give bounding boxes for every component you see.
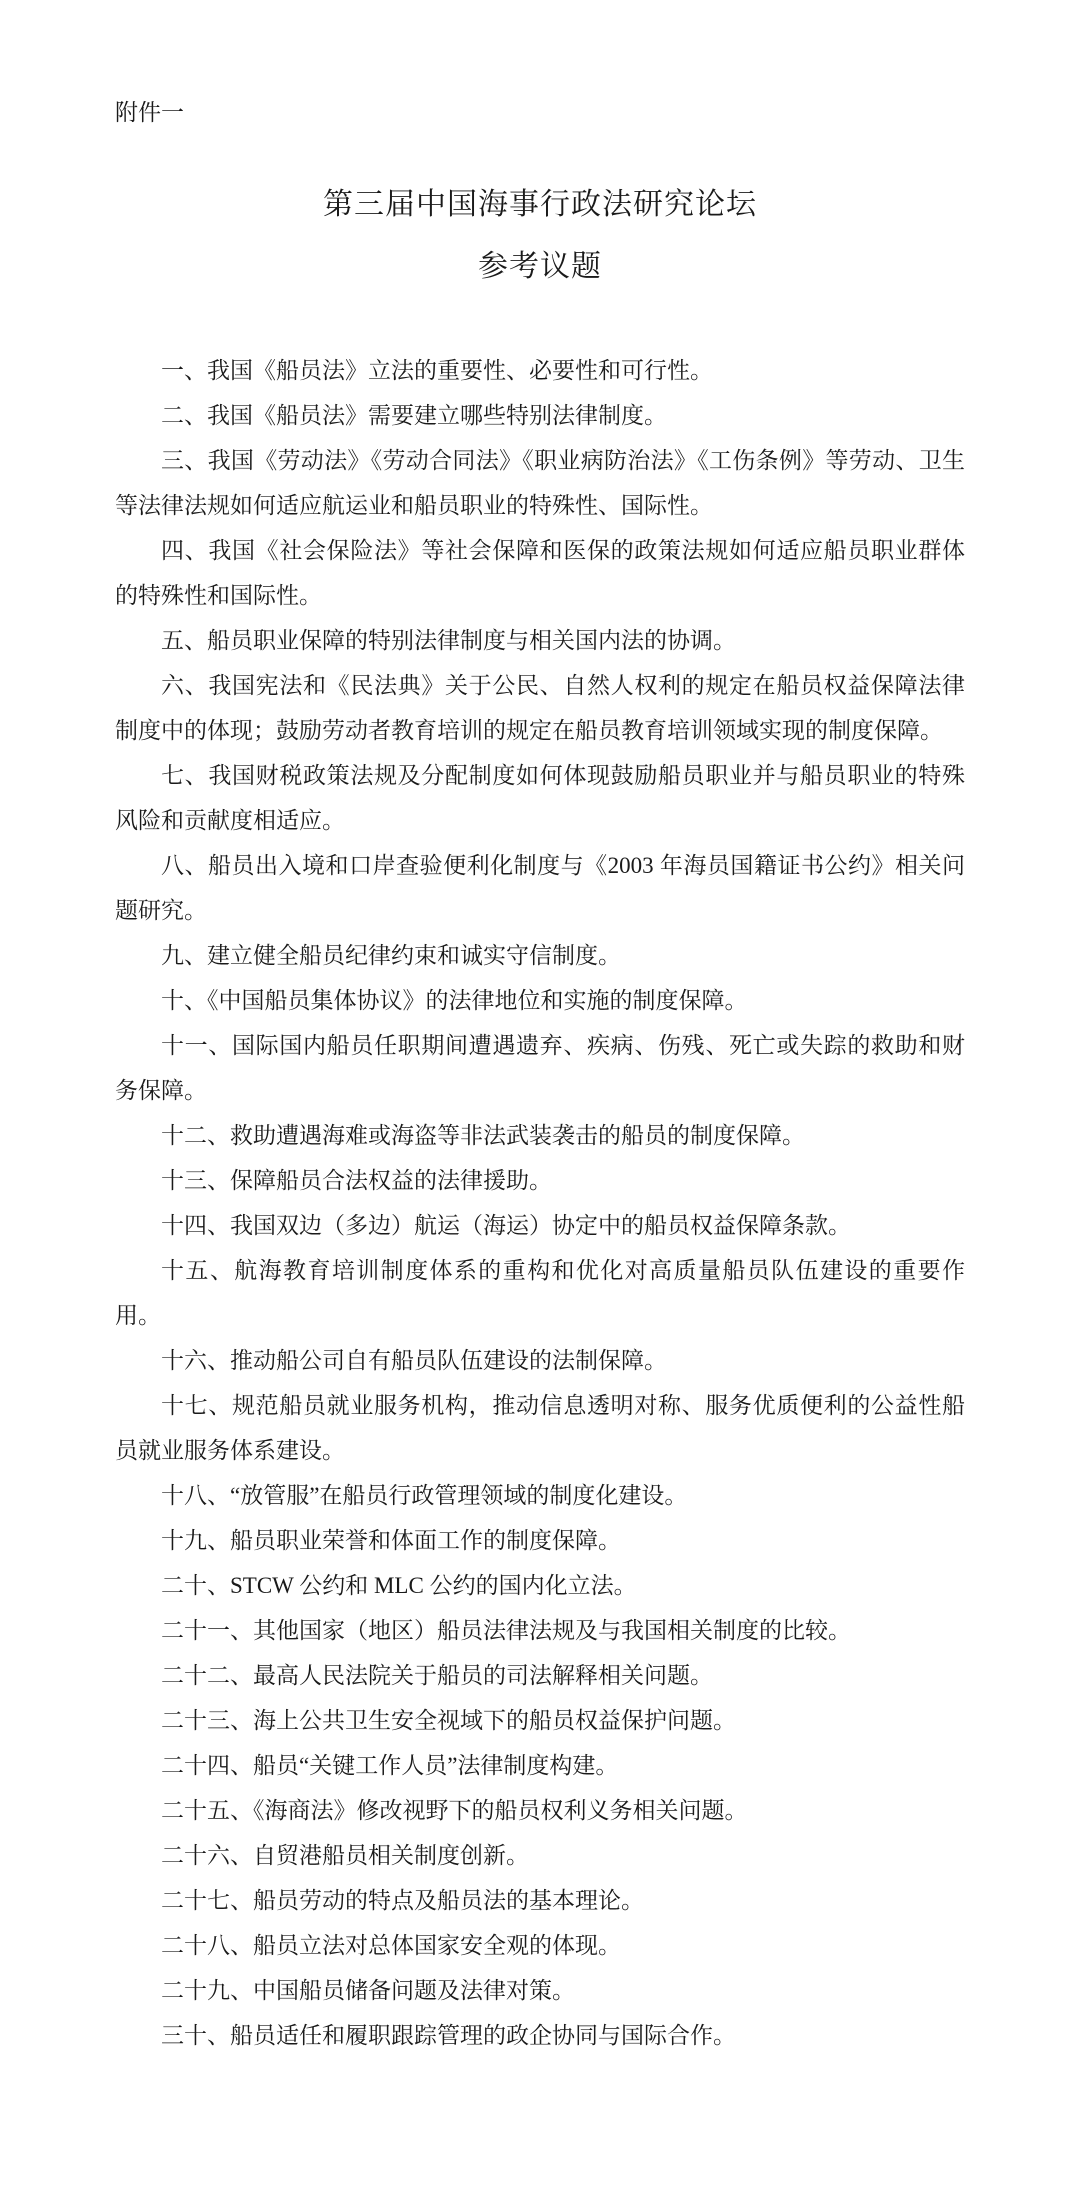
- topic-item: 六、我国宪法和《民法典》关于公民、自然人权利的规定在船员权益保障法律制度中的体现；鼓励劳动者教育培训的规定在船员教育培训领域实现的制度保障。: [115, 673, 965, 743]
- topic-item: 二十、STCW 公约和 MLC 公约的国内化立法。: [161, 1573, 637, 1598]
- topic-item: 五、船员职业保障的特别法律制度与相关国内法的协调。: [161, 628, 736, 653]
- topic-item: 十三、保障船员合法权益的法律援助。: [161, 1168, 552, 1193]
- topic-item: 二十七、船员劳动的特点及船员法的基本理论。: [161, 1888, 644, 1913]
- topic-item: 二十二、最高人民法院关于船员的司法解释相关问题。: [161, 1663, 713, 1688]
- topic-item: 九、建立健全船员纪律约束和诚实守信制度。: [161, 943, 621, 968]
- topic-item: 十一、国际国内船员任职期间遭遇遗弃、疾病、伤残、死亡或失踪的救助和财务保障。: [115, 1033, 965, 1103]
- topic-item: 二十一、其他国家（地区）船员法律法规及与我国相关制度的比较。: [161, 1618, 851, 1643]
- attachment-label: 附件一: [115, 100, 184, 125]
- topic-item: 七、我国财税政策法规及分配制度如何体现鼓励船员职业并与船员职业的特殊风险和贡献度相适应。: [115, 763, 965, 833]
- topic-item: 十四、我国双边（多边）航运（海运）协定中的船员权益保障条款。: [161, 1213, 851, 1238]
- topic-item: 二十八、船员立法对总体国家安全观的体现。: [161, 1933, 621, 1958]
- topic-item: 二十五、《海商法》修改视野下的船员权利义务相关问题。: [161, 1798, 748, 1823]
- title-line-1: 第三届中国海事行政法研究论坛: [323, 188, 757, 221]
- topic-item: 十六、推动船公司自有船员队伍建设的法制保障。: [161, 1348, 667, 1373]
- topic-item: 十八、“放管服”在船员行政管理领域的制度化建设。: [161, 1483, 688, 1508]
- topic-item: 二十九、中国船员储备问题及法律对策。: [161, 1978, 575, 2003]
- title-line-2: 参考议题: [478, 250, 602, 283]
- topic-item: 二十六、自贸港船员相关制度创新。: [161, 1843, 529, 1868]
- topic-item: 十二、救助遭遇海难或海盗等非法武装袭击的船员的制度保障。: [161, 1123, 805, 1148]
- topic-item: 三、我国《劳动法》《劳动合同法》《职业病防治法》《工伤条例》等劳动、卫生等法律法规如何适应航运业和船员职业的特殊性、国际性。: [115, 448, 965, 518]
- topic-item: 二、我国《船员法》需要建立哪些特别法律制度。: [161, 403, 667, 428]
- topic-item: 四、我国《社会保险法》等社会保障和医保的政策法规如何适应船员职业群体的特殊性和国际性。: [115, 538, 965, 608]
- topic-item: 三十、船员适任和履职跟踪管理的政企协同与国际合作。: [161, 2023, 736, 2048]
- document-title: [115, 174, 965, 298]
- topic-item: 十九、船员职业荣誉和体面工作的制度保障。: [161, 1528, 621, 1553]
- topic-item: 十五、航海教育培训制度体系的重构和优化对高质量船员队伍建设的重要作用。: [115, 1258, 965, 1328]
- topic-item: 二十四、船员“关键工作人员”法律制度构建。: [161, 1753, 619, 1778]
- topic-item: 二十三、海上公共卫生安全视域下的船员权益保护问题。: [161, 1708, 736, 1733]
- topic-item: 一、我国《船员法》立法的重要性、必要性和可行性。: [161, 358, 713, 383]
- topic-item: 十、《中国船员集体协议》的法律地位和实施的制度保障。: [161, 988, 748, 1013]
- topic-item: 十七、规范船员就业服务机构，推动信息透明对称、服务优质便利的公益性船员就业服务体系建设。: [115, 1393, 965, 1463]
- topic-item: 八、船员出入境和口岸查验便利化制度与《2003 年海员国籍证书公约》相关问题研究。: [115, 853, 965, 923]
- topics-list: [115, 348, 965, 2058]
